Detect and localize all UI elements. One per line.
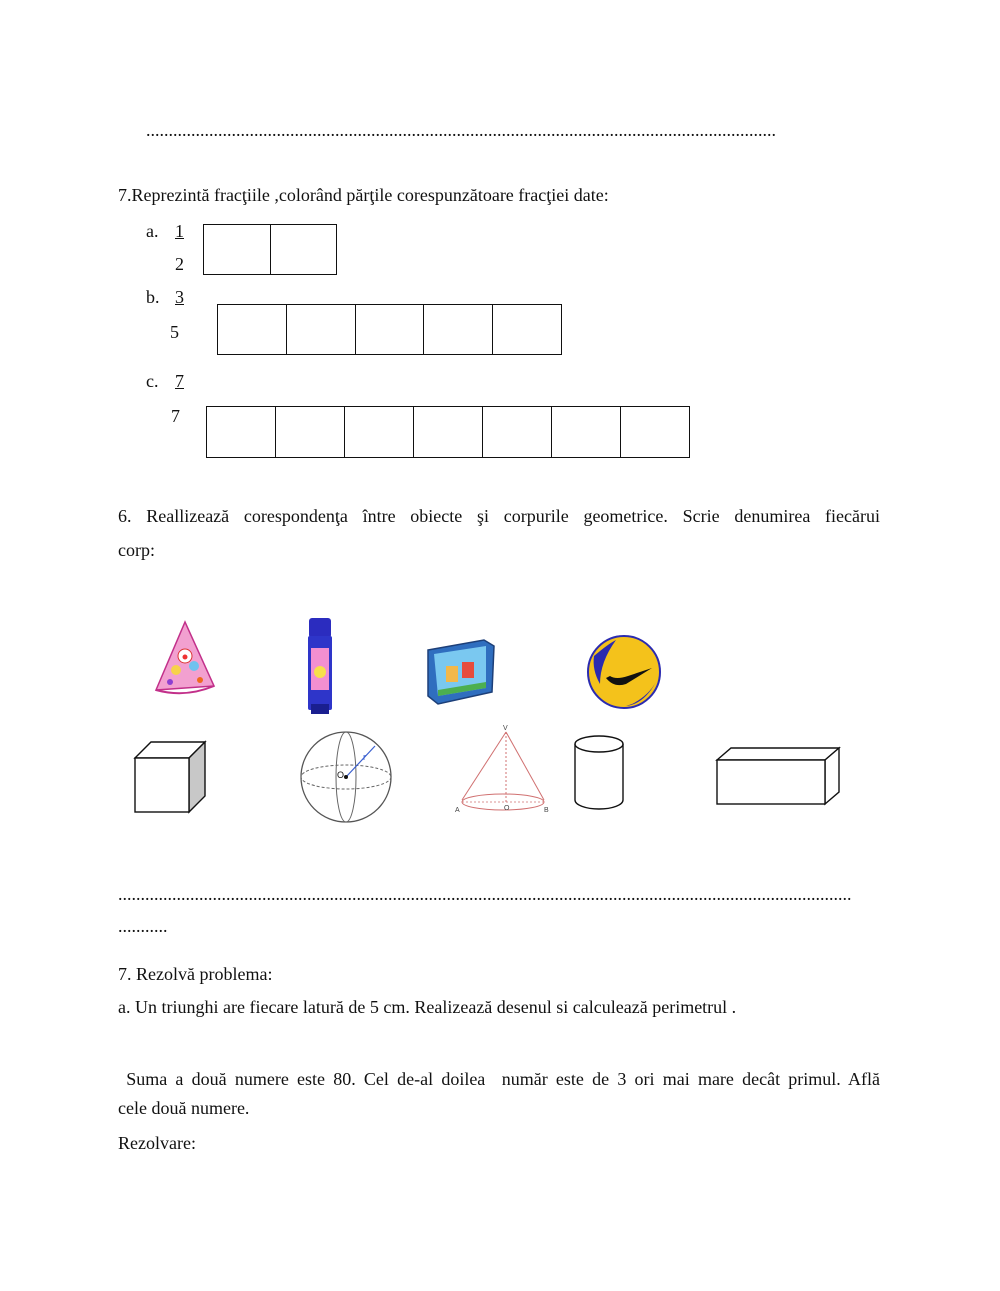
fraction-a-grid[interactable]	[203, 224, 337, 275]
fraction-b-grid[interactable]	[217, 304, 562, 355]
fraction-c-numerator: 7	[175, 371, 184, 391]
fraction-c-denominator: 7	[171, 406, 180, 426]
item-a-label: a.	[146, 221, 159, 241]
problem-item-a: a. Un triunghi are fiecare latură de 5 cm. Realizează desenul si calculează perimetrul .	[118, 997, 737, 1017]
cylinder-icon[interactable]	[572, 734, 626, 812]
shapes-question-line2: corp:	[118, 540, 155, 560]
fraction-cell[interactable]	[345, 407, 414, 457]
fraction-cell[interactable]	[276, 407, 345, 457]
party-hat-icon[interactable]	[150, 620, 220, 696]
fraction-cell[interactable]	[621, 407, 689, 457]
fraction-c-grid[interactable]	[206, 406, 690, 458]
cone-apex-label: V	[503, 725, 508, 732]
cone-left-label: A	[455, 807, 460, 814]
fraction-cell[interactable]	[424, 305, 493, 354]
fraction-a-numerator: 1	[175, 221, 184, 241]
fraction-cell[interactable]	[287, 305, 356, 354]
cone-right-label: B	[544, 807, 549, 814]
glue-stick-icon[interactable]	[303, 616, 337, 716]
fractions-heading: 7.Reprezintă fracţiile ,colorând părţile corespunzătoare fracţiei date:	[118, 185, 609, 205]
fraction-cell[interactable]	[493, 305, 561, 354]
fraction-a-denominator: 2	[175, 254, 184, 274]
shapes-question-line1: 6. Reallizează corespondenţa între obiecte şi corpurile geometrice. Scrie denumirea fiecărui	[118, 506, 880, 526]
item-c-label: c.	[146, 371, 159, 391]
solution-label: Rezolvare:	[118, 1133, 196, 1153]
fraction-cell[interactable]	[271, 225, 337, 274]
fraction-cell[interactable]	[414, 407, 483, 457]
problem-item-b-line1: Suma a două numere este 80. Cel de-al doilea număr este de 3 ori mai mare decât primul. Află	[118, 1069, 881, 1089]
answer-dots-line[interactable]: ...........	[118, 916, 168, 936]
fraction-cell[interactable]	[552, 407, 621, 457]
fraction-cell[interactable]	[207, 407, 276, 457]
soccer-ball-icon[interactable]	[586, 634, 662, 710]
fraction-cell[interactable]	[483, 407, 552, 457]
sphere-center-label: O	[337, 770, 345, 780]
answer-dots-line[interactable]: ............................................................................................................................................	[146, 120, 776, 140]
cuboid-icon[interactable]	[715, 746, 843, 806]
cube-icon[interactable]	[133, 740, 207, 814]
fraction-b-denominator: 5	[170, 322, 179, 342]
sphere-radius-label: r	[363, 752, 366, 762]
fraction-cell[interactable]	[356, 305, 425, 354]
cone-icon[interactable]	[452, 724, 552, 816]
problem-heading: 7. Rezolvă problema:	[118, 964, 273, 984]
answer-dots-line[interactable]: ...................................................................................................................................................................	[118, 884, 852, 904]
sphere-icon[interactable]	[297, 732, 395, 822]
pencil-case-icon[interactable]	[424, 636, 496, 706]
fraction-b-numerator: 3	[175, 287, 184, 307]
fraction-cell[interactable]	[218, 305, 287, 354]
problem-item-b-line2: cele două numere.	[118, 1098, 250, 1118]
cone-center-label: O	[504, 805, 510, 812]
fraction-cell[interactable]	[204, 225, 271, 274]
item-b-label: b.	[146, 287, 160, 307]
